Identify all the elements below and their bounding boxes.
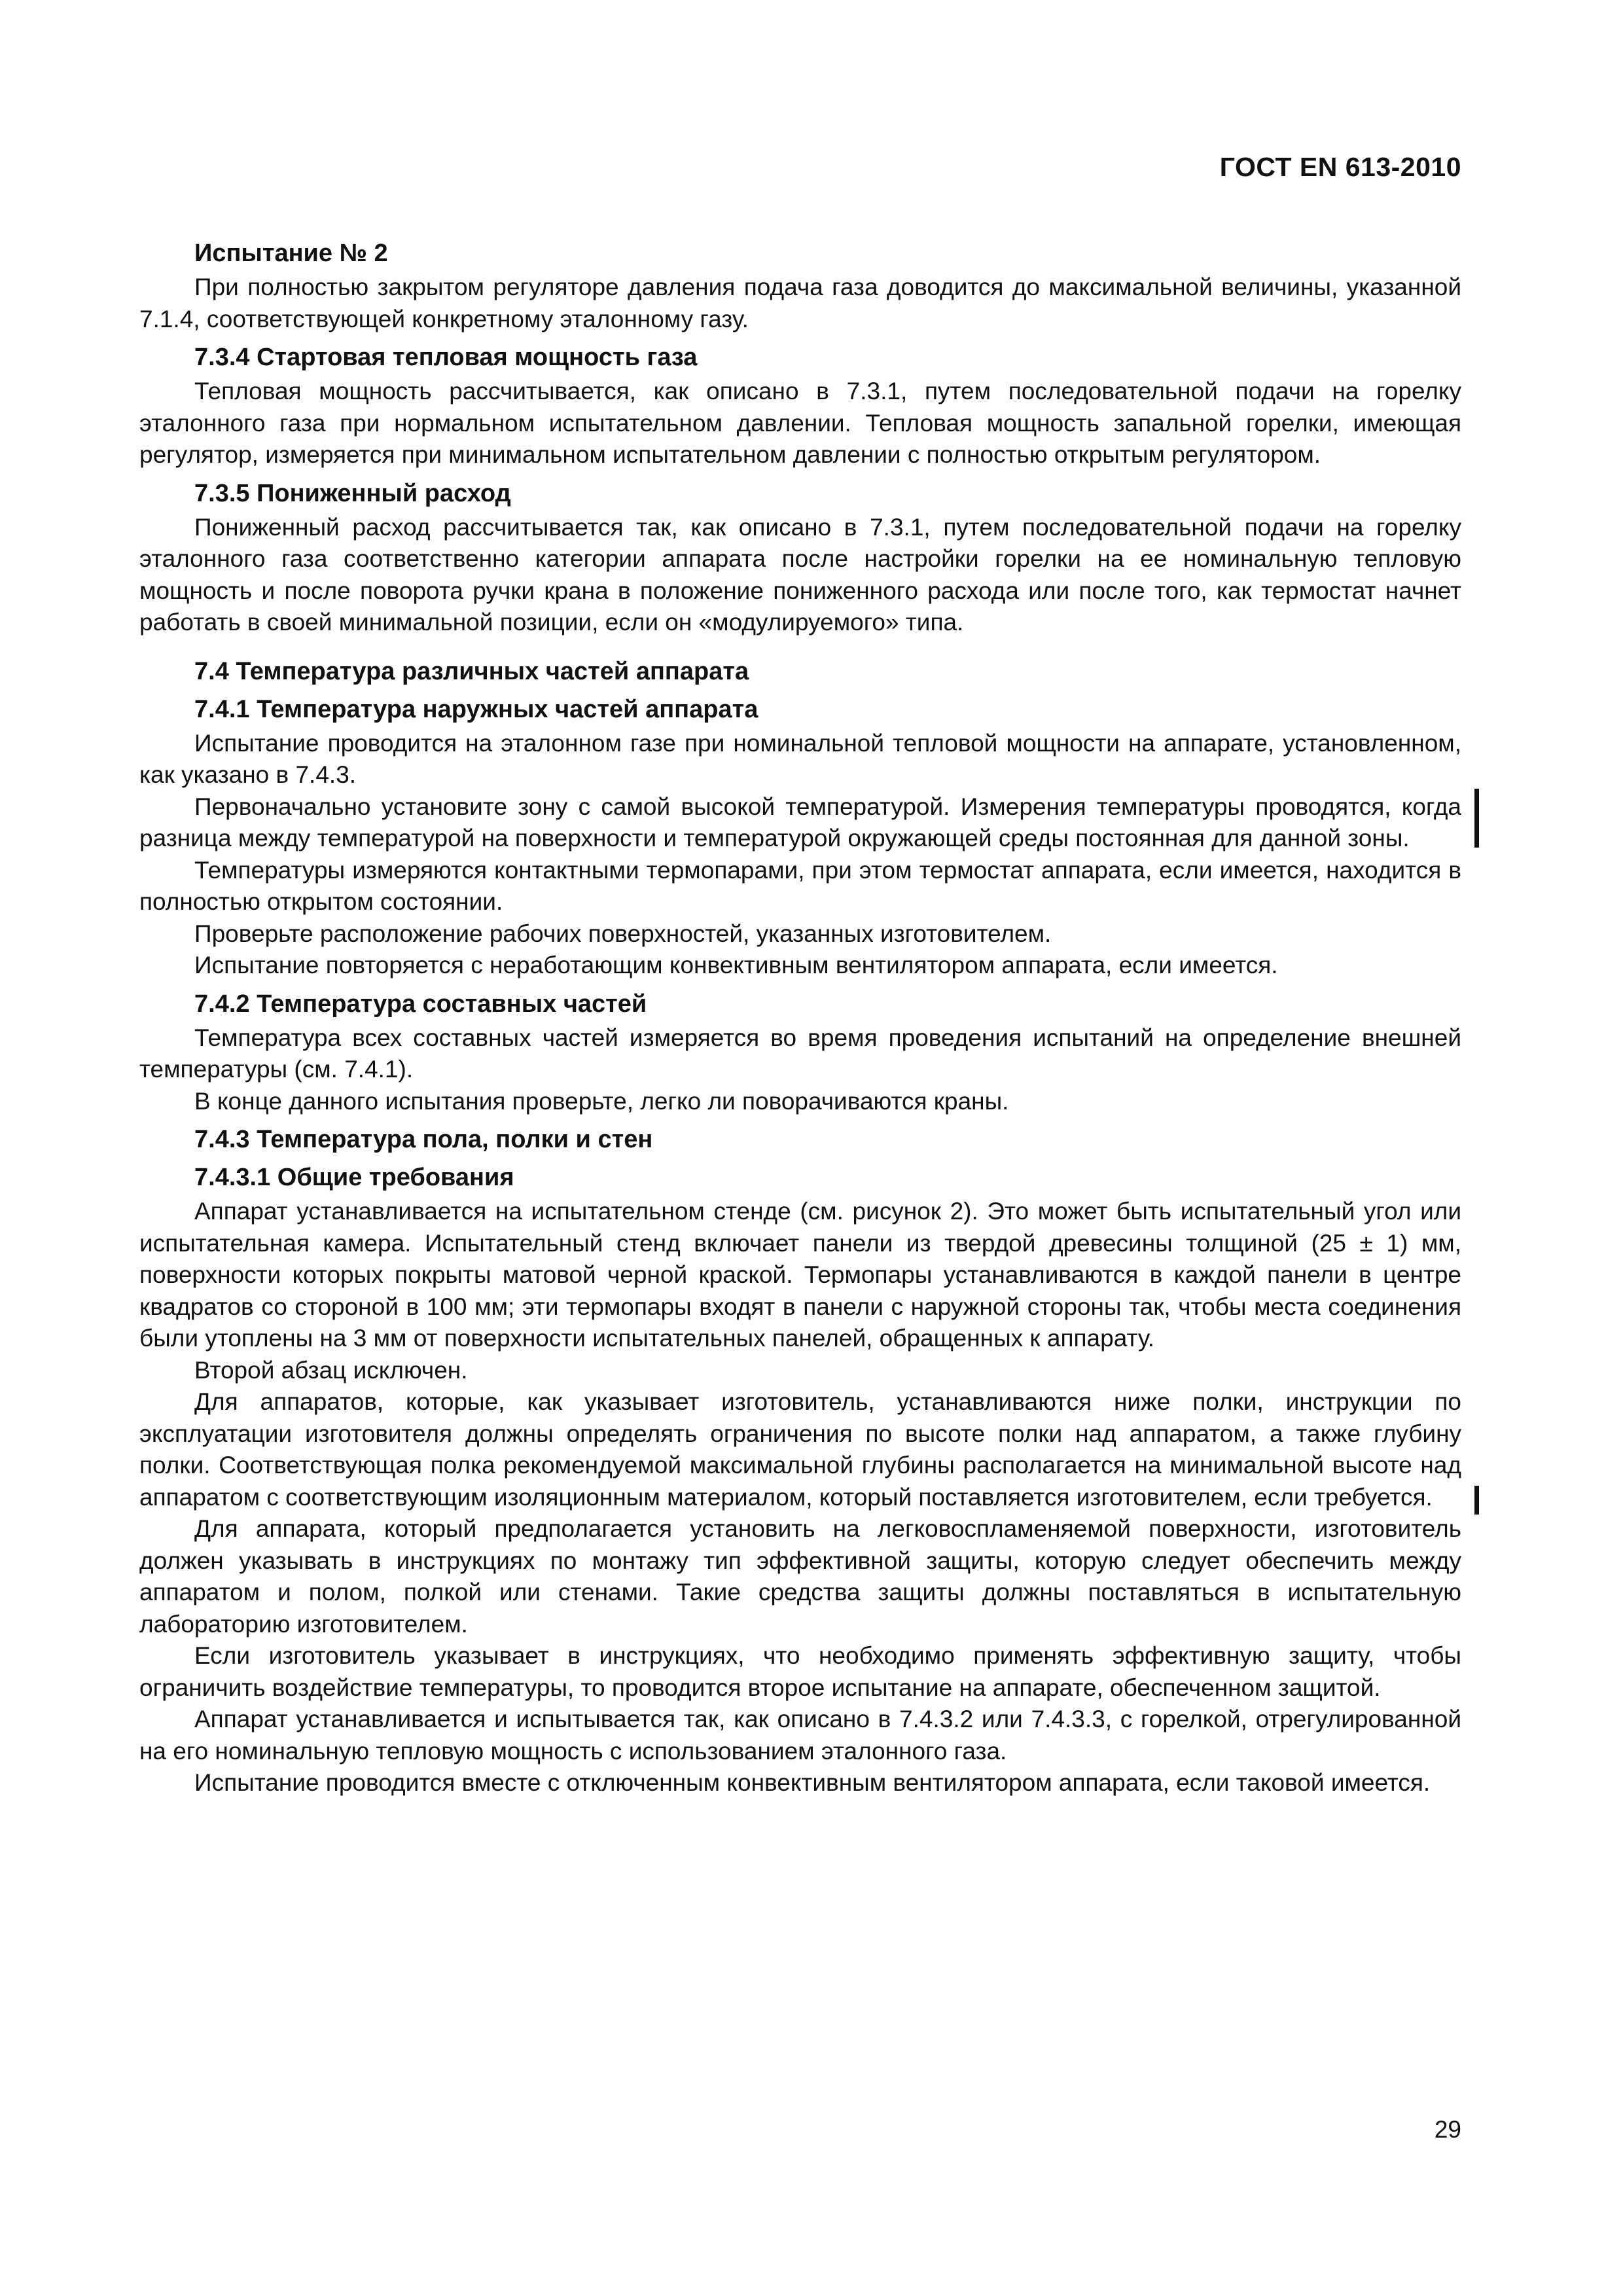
paragraph: Пониженный расход рассчитывается так, как описано в 7.3.1, путем последовательной подачи на горелку эталонного газа соответственно категории аппарата после настройки горелки на ее номинальную тепловую мощность и после поворота ручки крана в положение пониженного расхода или после того, как термостат начнет работать в своей минимальной позиции, если он «модулируемого» типа.	[139, 513, 1461, 636]
paragraph: Второй абзац исключен.	[194, 1356, 468, 1384]
paragraph: Для аппарата, который предполагается установить на легковоспламеняемой поверхности, изготовитель должен указывать в инструкциях по монтажу тип эффективной защиты, которую следует обеспечить между аппаратом и полом, полкой или стенами. Такие средства защиты должны поставляться в испытательную лабораторию изготовителем.	[139, 1515, 1461, 1638]
section-heading: 7.3.5 Пониженный расход	[194, 479, 511, 507]
paragraph: Если изготовитель указывает в инструкциях, что необходимо применять эффективную защиту, чтобы ограничить воздействие температуры, то проводится второе испытание на аппарате, обеспеченном защитой.	[139, 1642, 1461, 1701]
paragraph: При полностью закрытом регуляторе давления подача газа доводится до максимальной величины, указанной 7.1.4, соответствующей конкретному эталонному газу.	[139, 274, 1461, 332]
section-heading: 7.4.3 Температура пола, полки и стен	[194, 1126, 653, 1153]
paragraph: Аппарат устанавливается на испытательном стенде (см. рисунок 2). Это может быть испытательный угол или испытательная камера. Испытательный стенд включает панели из твердой древесины толщиной (25 ± 1) мм, поверхности которых покрыты матовой черной краской. Термопары устанавливаются в каждой панели в центре квадратов со стороной в 100 мм; эти термопары входят в панели с наружной стороны так, чтобы места соединения были утоплены на 3 мм от поверхности испытательных панелей, обращенных к аппарату.	[139, 1198, 1461, 1352]
paragraph: Температура всех составных частей измеряется во время проведения испытаний на определение внешней температуры (см. 7.4.1).	[139, 1024, 1461, 1083]
paragraph: Испытание повторяется с неработающим конвективным вентилятором аппарата, если имеется.	[194, 952, 1278, 978]
section-heading: 7.4.3.1 Общие требования	[194, 1164, 514, 1191]
paragraph: Для аппаратов, которые, как указывает изготовитель, устанавливаются ниже полки, инструкции по эксплуатации изготовителя должны определять ограничения по высоте полки над аппаратом, а также глубину полки. Соответствующая полка рекомендуемой максимальной глубины располагается на минимальной высоте над аппаратом с соответствующим изоляционным материалом, который поставляется изготовителем, если требуется.	[139, 1388, 1461, 1511]
section-heading: Испытание № 2	[194, 240, 388, 267]
page-body	[139, 231, 1461, 1799]
revision-change-bar	[1474, 789, 1479, 848]
revision-change-bar	[1474, 1486, 1479, 1515]
paragraph: В конце данного испытания проверьте, легко ли поворачиваются краны.	[194, 1087, 1009, 1115]
paragraph: Первоначально установите зону с самой высокой температурой. Измерения температуры проводятся, когда разница между температурой на поверхности и температурой окружающей среды постоянная для данной зоны.	[139, 793, 1461, 852]
section-heading: 7.4.1 Температура наружных частей аппарата	[194, 695, 758, 723]
section-heading: 7.3.4 Стартовая тепловая мощность газа	[194, 344, 698, 371]
section-heading: 7.4 Температура различных частей аппарата	[194, 657, 749, 685]
paragraph: Аппарат устанавливается и испытывается так, как описано в 7.4.3.2 или 7.4.3.3, с горелкой, отрегулированной на его номинальную тепловую мощность с использованием эталонного газа.	[139, 1706, 1461, 1765]
section-heading: 7.4.2 Температура составных частей	[194, 990, 647, 1018]
document-code-header: ГОСТ EN 613-2010	[1219, 152, 1461, 182]
paragraph: Температуры измеряются контактными термопарами, при этом термостат аппарата, если имеется, находится в полностью открытом состоянии.	[139, 856, 1461, 915]
paragraph: Испытание проводится на эталонном газе при номинальной тепловой мощности на аппарате, установленном, как указано в 7.4.3.	[139, 729, 1461, 788]
paragraph: Тепловая мощность рассчитывается, как описано в 7.3.1, путем последовательной подачи на горелку эталонного газа при нормальном испытательном давлении. Тепловая мощность запальной горелки, имеющая регулятор, измеряется при минимальном испытательном давлении с полностью открытым регулятором.	[139, 378, 1461, 468]
paragraph: Проверьте расположение рабочих поверхностей, указанных изготовителем.	[194, 920, 1052, 947]
page-number: 29	[1434, 2116, 1461, 2143]
paragraph: Испытание проводится вместе с отключенным конвективным вентилятором аппарата, если таковой имеется.	[194, 1769, 1431, 1796]
